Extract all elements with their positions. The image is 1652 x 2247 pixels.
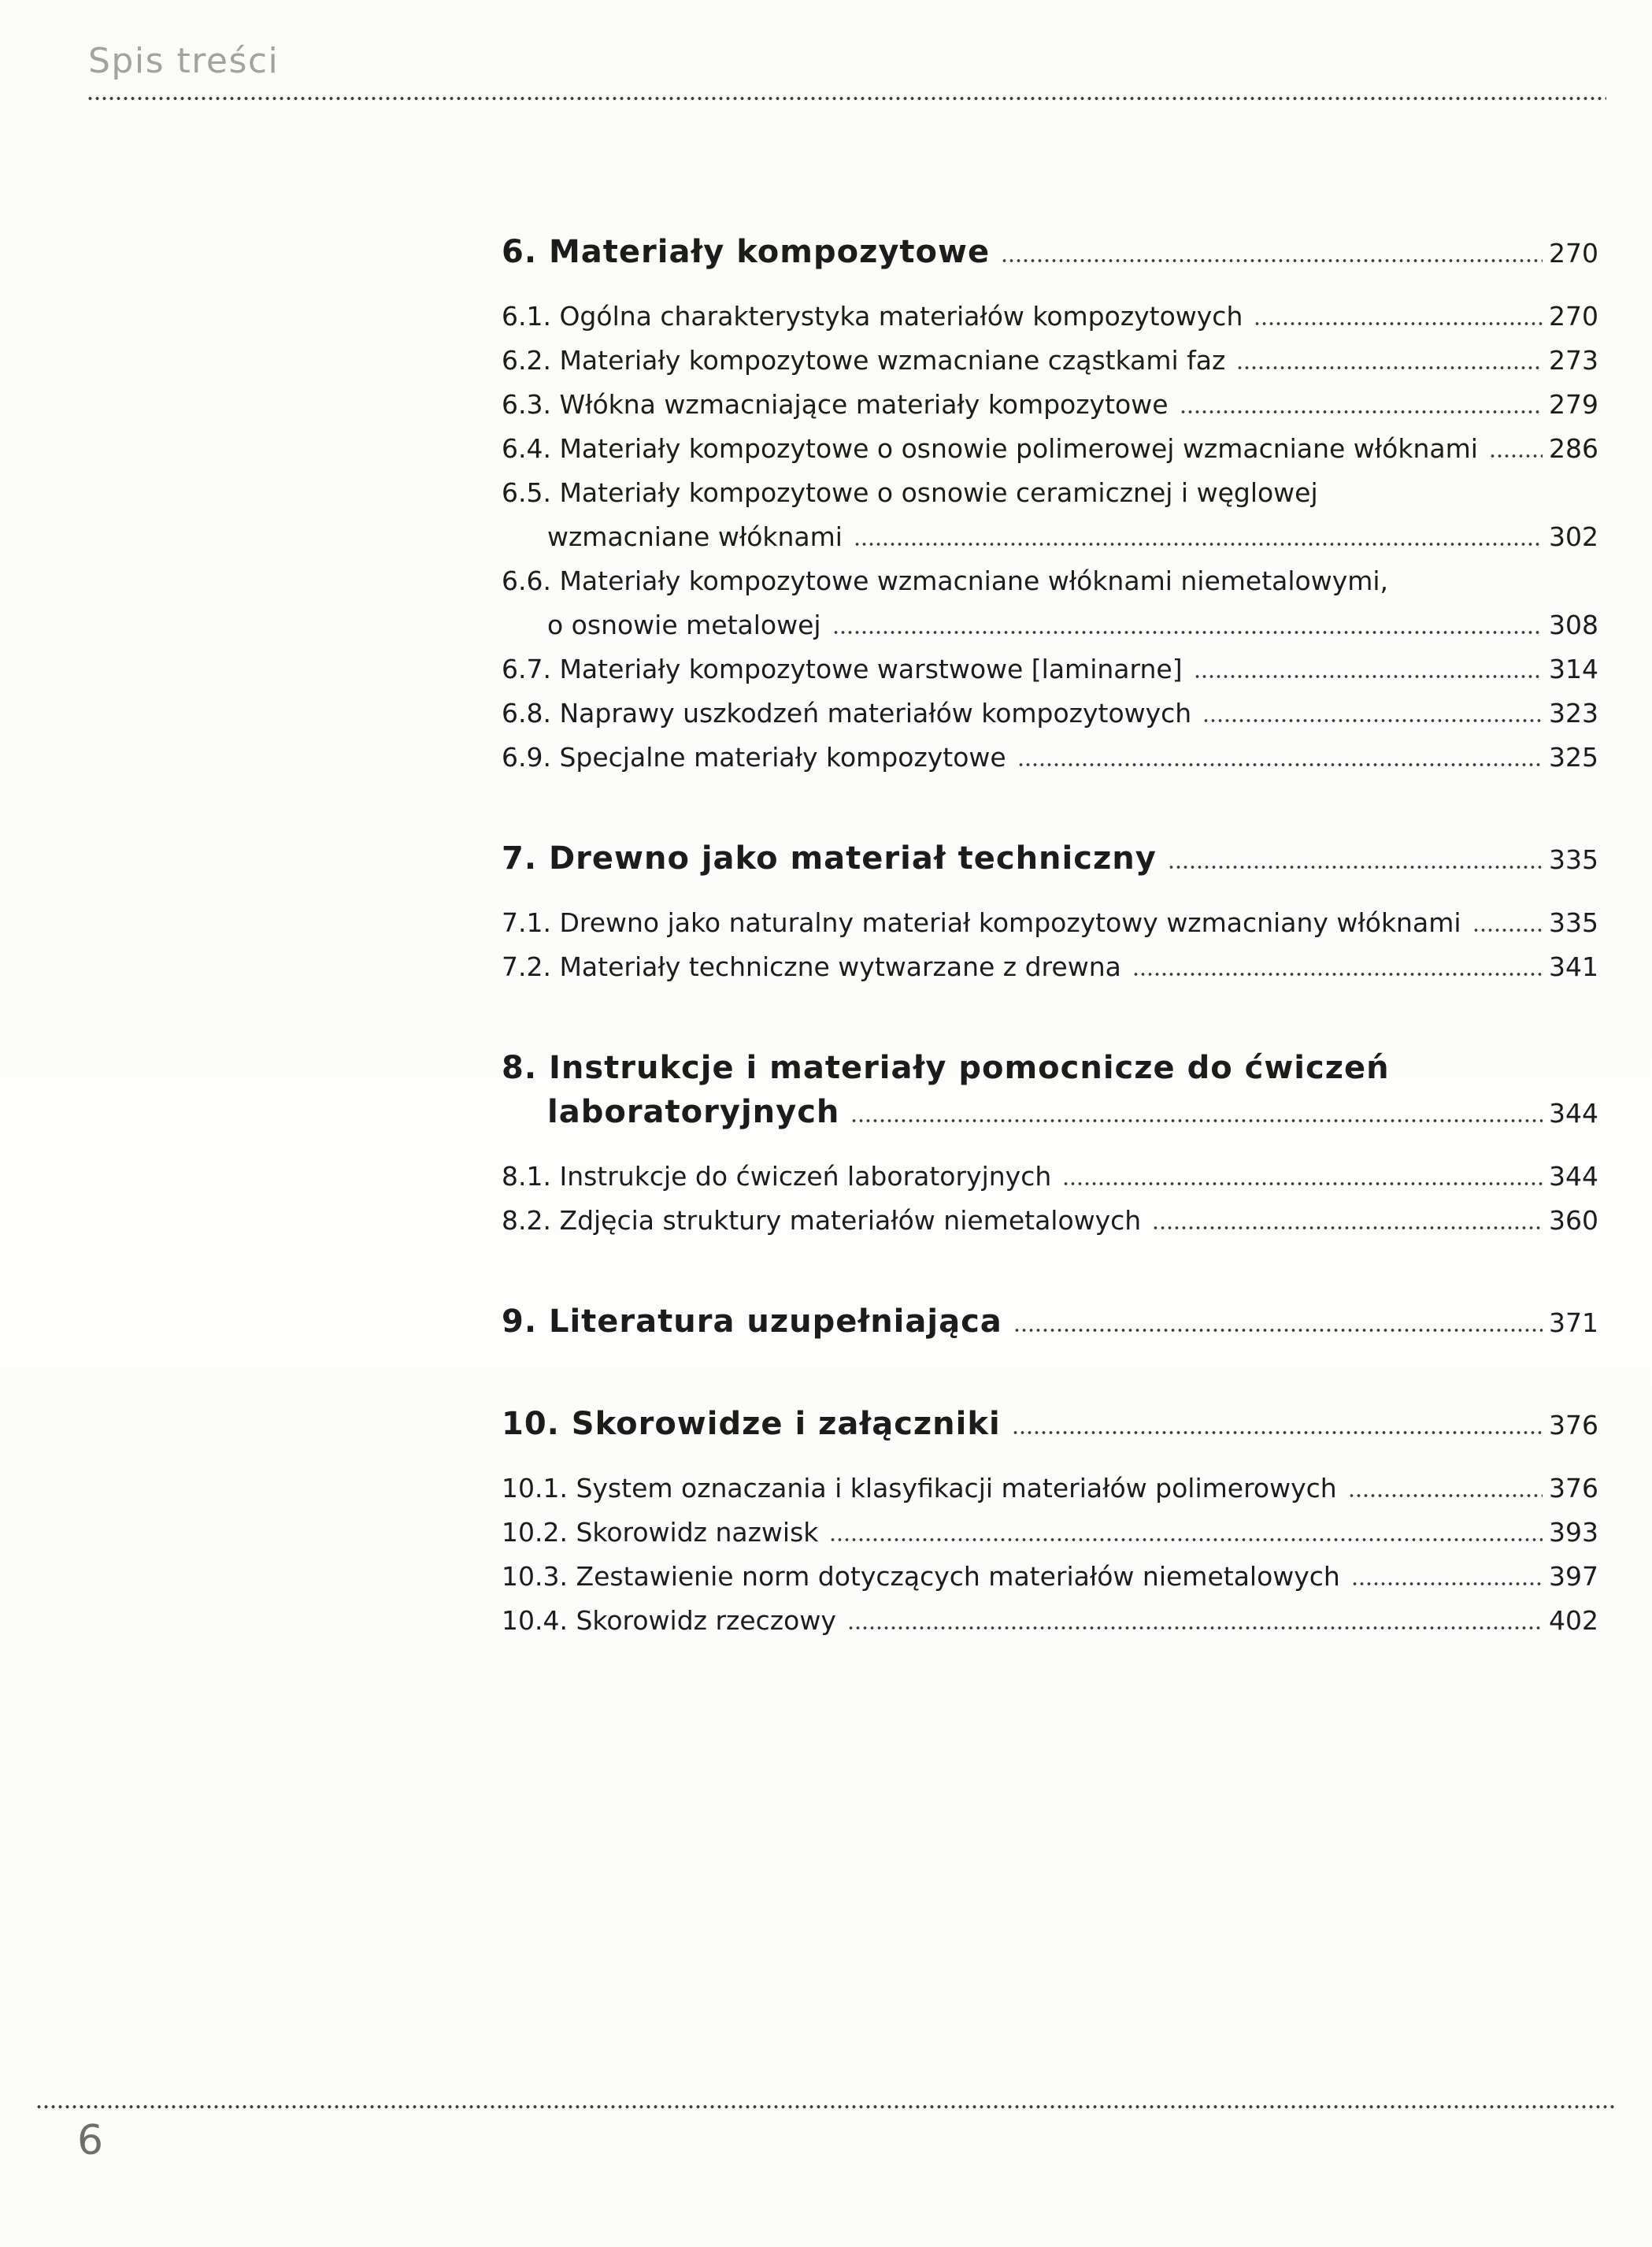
toc-entry: [502, 383, 1598, 427]
page-number: 270: [1549, 238, 1598, 269]
toc-row: [502, 1300, 1598, 1345]
entry-text: 6. Materiały kompozytowe: [502, 234, 991, 270]
dotted-leader: [1202, 718, 1543, 723]
toc-entry: [502, 1511, 1598, 1555]
dotted-leader: [1194, 674, 1543, 679]
page-number: 270: [1549, 301, 1598, 332]
entry-text: 8.2. Zdjęcia struktury materiałów niemetalowych: [502, 1205, 1142, 1236]
page-number: 402: [1549, 1605, 1598, 1636]
toc-row: [502, 1555, 1598, 1599]
section-heading: [502, 1402, 1598, 1448]
page-number: 314: [1549, 654, 1598, 684]
entry-text: 10.1. System oznaczania i klasyfikacji materiałów polimerowych: [502, 1473, 1337, 1504]
toc-row: [502, 1199, 1598, 1243]
toc-entry: [502, 1199, 1598, 1243]
entry-text: 6.8. Naprawy uszkodzeń materiałów kompozytowych: [502, 698, 1192, 729]
section-heading: [502, 836, 1598, 882]
page-number: 360: [1549, 1205, 1598, 1236]
toc-entry: [502, 1599, 1598, 1643]
entry-text: 10.2. Skorowidz nazwisk: [502, 1517, 819, 1548]
page-number: 308: [1549, 610, 1598, 640]
dotted-leader: [850, 1118, 1543, 1123]
page-number: 376: [1549, 1410, 1598, 1441]
entry-text: 6.7. Materiały kompozytowe warstwowe [laminarne]: [502, 654, 1183, 684]
toc-row: [502, 1090, 1598, 1136]
page-number: 323: [1549, 698, 1598, 729]
entry-text: 6.2. Materiały kompozytowe wzmacniane cząstkami faz: [502, 345, 1226, 376]
page-number: 335: [1549, 907, 1598, 938]
entry-text: wzmacniane włóknami: [547, 521, 843, 552]
dotted-leader: [847, 1626, 1543, 1630]
entry-text: 8.1. Instrukcje do ćwiczeń laboratoryjnych: [502, 1161, 1052, 1192]
dotted-leader: [1001, 258, 1543, 263]
toc-row: [502, 339, 1598, 383]
toc-entry: [502, 427, 1598, 471]
dotted-leader: [1472, 928, 1543, 933]
dotted-leader: [1013, 1328, 1543, 1333]
dotted-leader: [1254, 321, 1543, 326]
toc-row: [502, 1599, 1598, 1643]
page-number: 376: [1549, 1473, 1598, 1504]
entry-text: 9. Literatura uzupełniająca: [502, 1303, 1002, 1340]
toc-row: [502, 736, 1598, 780]
entry-text: 7.2. Materiały techniczne wytwarzane z drewna: [502, 951, 1121, 982]
toc-row: [502, 647, 1598, 692]
header-dotted-divider: [87, 96, 1606, 101]
toc-row: [502, 515, 1598, 559]
dotted-leader: [832, 630, 1543, 635]
toc-entry: [502, 295, 1598, 339]
toc-row: [502, 383, 1598, 427]
toc-section: [502, 230, 1598, 780]
entry-text: 6.4. Materiały kompozytowe o osnowie polimerowej wzmacniane włóknami: [502, 433, 1478, 464]
dotted-leader: [1152, 1225, 1543, 1230]
footer-dotted-divider: [35, 2104, 1617, 2109]
toc-entry: [502, 339, 1598, 383]
entry-text: 10. Skorowidze i załączniki: [502, 1406, 1001, 1442]
section-heading: [502, 1046, 1598, 1136]
page-number: 279: [1549, 389, 1598, 420]
toc-entry: [502, 736, 1598, 780]
toc-section: [502, 836, 1598, 989]
page-number: 302: [1549, 521, 1598, 552]
toc-section: [502, 1046, 1598, 1243]
page-number: 341: [1549, 951, 1598, 982]
entry-text: 6.3. Włókna wzmacniające materiały kompozytowe: [502, 389, 1169, 420]
page-number: 273: [1549, 345, 1598, 376]
toc-section: [502, 1402, 1598, 1643]
toc-entry: [502, 692, 1598, 736]
dotted-leader: [1351, 1581, 1543, 1586]
dotted-leader: [1180, 410, 1543, 414]
section-heading-line: 8. Instrukcje i materiały pomocnicze do ćwiczeń: [502, 1050, 1390, 1086]
dotted-leader: [1017, 762, 1543, 767]
entry-text: 10.4. Skorowidz rzeczowy: [502, 1605, 836, 1636]
toc-row: [502, 295, 1598, 339]
toc-section: [502, 1300, 1598, 1345]
entry-text: 6.1. Ogólna charakterystyka materiałów kompozytowych: [502, 301, 1243, 332]
dotted-leader: [854, 542, 1543, 547]
dotted-leader: [1348, 1493, 1543, 1498]
page-number: 393: [1549, 1517, 1598, 1548]
dotted-leader: [1168, 865, 1543, 870]
toc-row: [502, 230, 1598, 276]
dotted-leader: [1062, 1181, 1543, 1186]
entry-text: laboratoryjnych: [547, 1094, 840, 1130]
page-number: 397: [1549, 1561, 1598, 1592]
page-number: 286: [1549, 433, 1598, 464]
entry-line: 6.5. Materiały kompozytowe o osnowie ceramicznej i węglowej: [502, 477, 1318, 508]
toc-row: [502, 427, 1598, 471]
toc-row: [502, 1511, 1598, 1555]
toc-row: [502, 692, 1598, 736]
dotted-leader: [1012, 1430, 1543, 1435]
toc-entry: [502, 1555, 1598, 1599]
toc-entry: [502, 1155, 1598, 1199]
toc-row: [502, 1155, 1598, 1199]
toc-row: [502, 603, 1598, 647]
toc-row: [502, 1466, 1598, 1511]
entry-text: 7. Drewno jako materiał techniczny: [502, 840, 1157, 877]
toc-row: [502, 945, 1598, 989]
section-heading: [502, 230, 1598, 276]
toc-entry: [502, 901, 1598, 945]
page-number: 325: [1549, 742, 1598, 773]
dotted-leader: [1132, 972, 1543, 977]
page-header-title: Spis treści: [88, 41, 280, 81]
dotted-leader: [1236, 365, 1543, 370]
toc-row: [502, 901, 1598, 945]
page-number: 344: [1549, 1098, 1598, 1129]
page-number: 344: [1549, 1161, 1598, 1192]
toc-row: [502, 836, 1598, 882]
entry-text: 7.1. Drewno jako naturalny materiał kompozytowy wzmacniany włóknami: [502, 907, 1461, 938]
page-number: 335: [1549, 844, 1598, 875]
toc-entry: [502, 647, 1598, 692]
toc-entry: [502, 945, 1598, 989]
entry-text: 10.3. Zestawienie norm dotyczących materiałów niemetalowych: [502, 1561, 1340, 1592]
toc-entry: [502, 471, 1598, 559]
entry-text: 6.9. Specjalne materiały kompozytowe: [502, 742, 1006, 773]
entry-line: 6.6. Materiały kompozytowe wzmacniane włóknami niemetalowymi,: [502, 565, 1389, 596]
dotted-leader: [829, 1537, 1543, 1542]
toc: [502, 230, 1598, 1643]
toc-entry: [502, 1466, 1598, 1511]
toc-entry: [502, 559, 1598, 647]
dotted-leader: [1489, 454, 1543, 458]
toc-row: [502, 1402, 1598, 1448]
page-number: 371: [1549, 1307, 1598, 1338]
entry-text: o osnowie metalowej: [547, 610, 821, 640]
footer-page-number: 6: [77, 2117, 105, 2164]
section-heading: [502, 1300, 1598, 1345]
